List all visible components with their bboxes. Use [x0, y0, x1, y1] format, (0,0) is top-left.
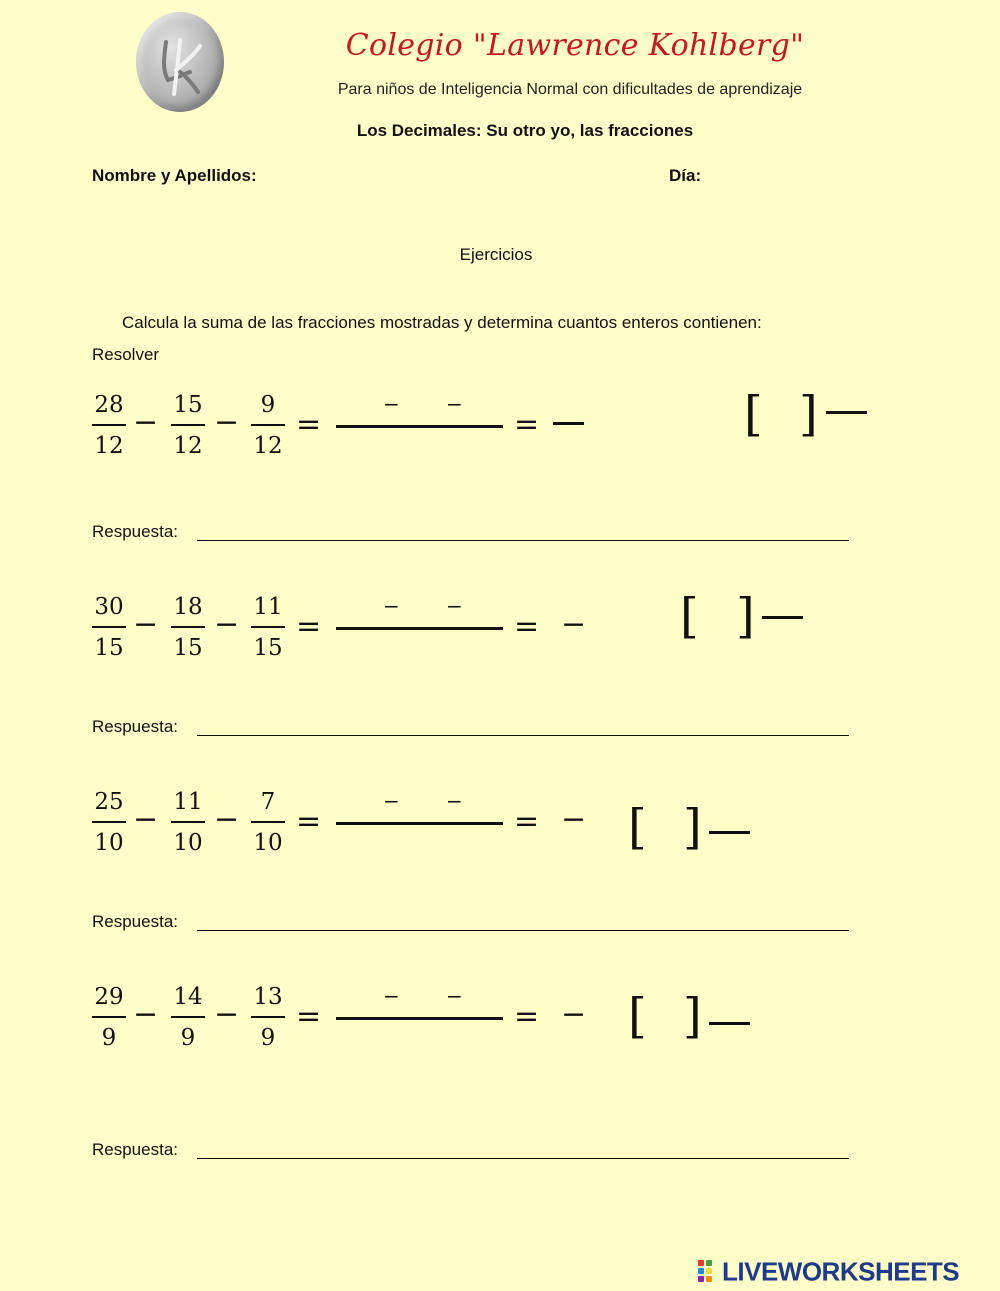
fraction-3	[251, 982, 285, 1053]
mark-square	[706, 1260, 712, 1266]
fraction-bar	[92, 1016, 126, 1018]
fraction-1	[92, 592, 126, 663]
numerator: 11	[253, 594, 283, 620]
numerator: 13	[253, 984, 283, 1010]
answer-fraction-bar	[336, 822, 503, 825]
fraction-bar	[251, 424, 285, 426]
minus-sign: −	[133, 607, 159, 642]
numerator-minus-2: −	[446, 984, 463, 1008]
answer-fraction-bar	[336, 627, 503, 630]
equals-sign: =	[514, 407, 540, 442]
name-label: Nombre y Apellidos:	[92, 166, 257, 185]
fraction-1	[92, 982, 126, 1053]
worksheet-title: Los Decimales: Su otro yo, las fracciones	[356, 121, 694, 140]
fraction-2	[171, 592, 205, 663]
numerator-minus-1: −	[383, 984, 400, 1008]
numerator-minus-2: −	[446, 594, 463, 618]
mixed-fraction-bar	[709, 831, 750, 834]
numerator-minus-1: −	[383, 392, 400, 416]
numerator: 15	[173, 392, 203, 418]
open-bracket: [	[628, 988, 647, 1044]
answer-line[interactable]	[197, 1158, 849, 1159]
result-minus: −	[561, 607, 587, 642]
school-logo	[136, 12, 224, 112]
mixed-fraction-bar	[762, 616, 803, 619]
exercise-2	[0, 588, 1000, 672]
fraction-3	[251, 390, 285, 461]
numerator: 9	[260, 392, 276, 418]
close-bracket: ]	[683, 988, 702, 1044]
answer-line[interactable]	[197, 540, 849, 541]
fraction-bar	[92, 626, 126, 628]
answer-line[interactable]	[197, 930, 849, 931]
open-bracket: [	[744, 386, 763, 442]
fraction-1	[92, 787, 126, 858]
exercise-4	[0, 982, 1000, 1062]
numerator-minus-1: −	[383, 789, 400, 813]
equals-sign: =	[514, 609, 540, 644]
minus-sign: −	[214, 802, 240, 837]
minus-sign: −	[214, 405, 240, 440]
equals-sign: =	[514, 999, 540, 1034]
denominator: 15	[94, 635, 124, 661]
denominator: 10	[94, 830, 124, 856]
denominator: 15	[253, 635, 283, 661]
section-title: Ejercicios	[459, 245, 533, 264]
answer-label: Respuesta:	[92, 912, 178, 931]
fraction-bar	[92, 424, 126, 426]
result-minus: −	[561, 997, 587, 1032]
open-bracket: [	[680, 588, 699, 644]
answer-label: Respuesta:	[92, 522, 178, 541]
liveworksheets-logo[interactable]	[698, 1255, 993, 1287]
numerator-minus-2: −	[446, 392, 463, 416]
answer-line[interactable]	[197, 735, 849, 736]
close-bracket: ]	[683, 799, 702, 855]
fraction-bar	[251, 1016, 285, 1018]
mixed-fraction-bar	[709, 1022, 750, 1025]
fraction-bar	[92, 821, 126, 823]
denominator: 10	[173, 830, 203, 856]
fraction-1	[92, 390, 126, 461]
exercise-1	[0, 386, 1000, 470]
numerator: 30	[94, 594, 124, 620]
fraction-2	[171, 390, 205, 461]
answer-fraction-bar	[336, 425, 503, 428]
liveworksheets-mark-icon	[698, 1260, 720, 1284]
fraction-bar	[171, 424, 205, 426]
denominator: 15	[173, 635, 203, 661]
denominator: 9	[180, 1025, 196, 1051]
fraction-bar	[171, 1016, 205, 1018]
instruction-text: Calcula la suma de las fracciones mostradas y determina cuantos enteros contienen:	[122, 313, 762, 332]
numerator: 28	[94, 392, 124, 418]
minus-sign: −	[133, 405, 159, 440]
exercise-3	[0, 787, 1000, 867]
minus-sign: −	[214, 997, 240, 1032]
mark-square	[706, 1276, 712, 1282]
result-minus: −	[561, 802, 587, 837]
brand-name: LIVEWORKSHEETS	[722, 1256, 960, 1287]
denominator: 9	[101, 1025, 117, 1051]
minus-sign: −	[133, 997, 159, 1032]
answer-fraction-bar	[336, 1017, 503, 1020]
close-bracket: ]	[736, 588, 755, 644]
numerator: 11	[173, 789, 203, 815]
close-bracket: ]	[799, 386, 818, 442]
denominator: 9	[260, 1025, 276, 1051]
numerator: 14	[173, 984, 203, 1010]
denominator: 12	[253, 433, 283, 459]
fraction-2	[171, 982, 205, 1053]
answer-label: Respuesta:	[92, 1140, 178, 1159]
day-label: Día:	[669, 166, 702, 185]
resolver-label: Resolver	[92, 345, 160, 364]
fraction-bar	[171, 626, 205, 628]
denominator: 10	[253, 830, 283, 856]
numerator-minus-2: −	[446, 789, 463, 813]
fraction-3	[251, 787, 285, 858]
denominator: 12	[94, 433, 124, 459]
minus-sign: −	[214, 607, 240, 642]
logo-monogram-icon	[136, 12, 224, 112]
equals-sign: =	[296, 804, 322, 839]
school-name: Colegio "Lawrence Kohlberg"	[345, 28, 805, 63]
equals-sign: =	[296, 407, 322, 442]
fraction-3	[251, 592, 285, 663]
mark-square	[706, 1268, 712, 1274]
fraction-bar	[251, 626, 285, 628]
mixed-fraction-bar	[826, 411, 867, 414]
equals-sign: =	[514, 804, 540, 839]
result-fraction-bar	[553, 422, 584, 425]
open-bracket: [	[628, 799, 647, 855]
fraction-bar	[171, 821, 205, 823]
numerator: 18	[173, 594, 203, 620]
numerator: 7	[260, 789, 276, 815]
equals-sign: =	[296, 999, 322, 1034]
school-subtitle: Para niños de Inteligencia Normal con dificultades de aprendizaje	[337, 81, 803, 98]
numerator: 29	[94, 984, 124, 1010]
mark-square	[698, 1268, 704, 1274]
equals-sign: =	[296, 609, 322, 644]
numerator: 25	[94, 789, 124, 815]
mark-square	[698, 1276, 704, 1282]
minus-sign: −	[133, 802, 159, 837]
mark-square	[698, 1260, 704, 1266]
fraction-bar	[251, 821, 285, 823]
numerator-minus-1: −	[383, 594, 400, 618]
fraction-2	[171, 787, 205, 858]
answer-label: Respuesta:	[92, 717, 178, 736]
denominator: 12	[173, 433, 203, 459]
